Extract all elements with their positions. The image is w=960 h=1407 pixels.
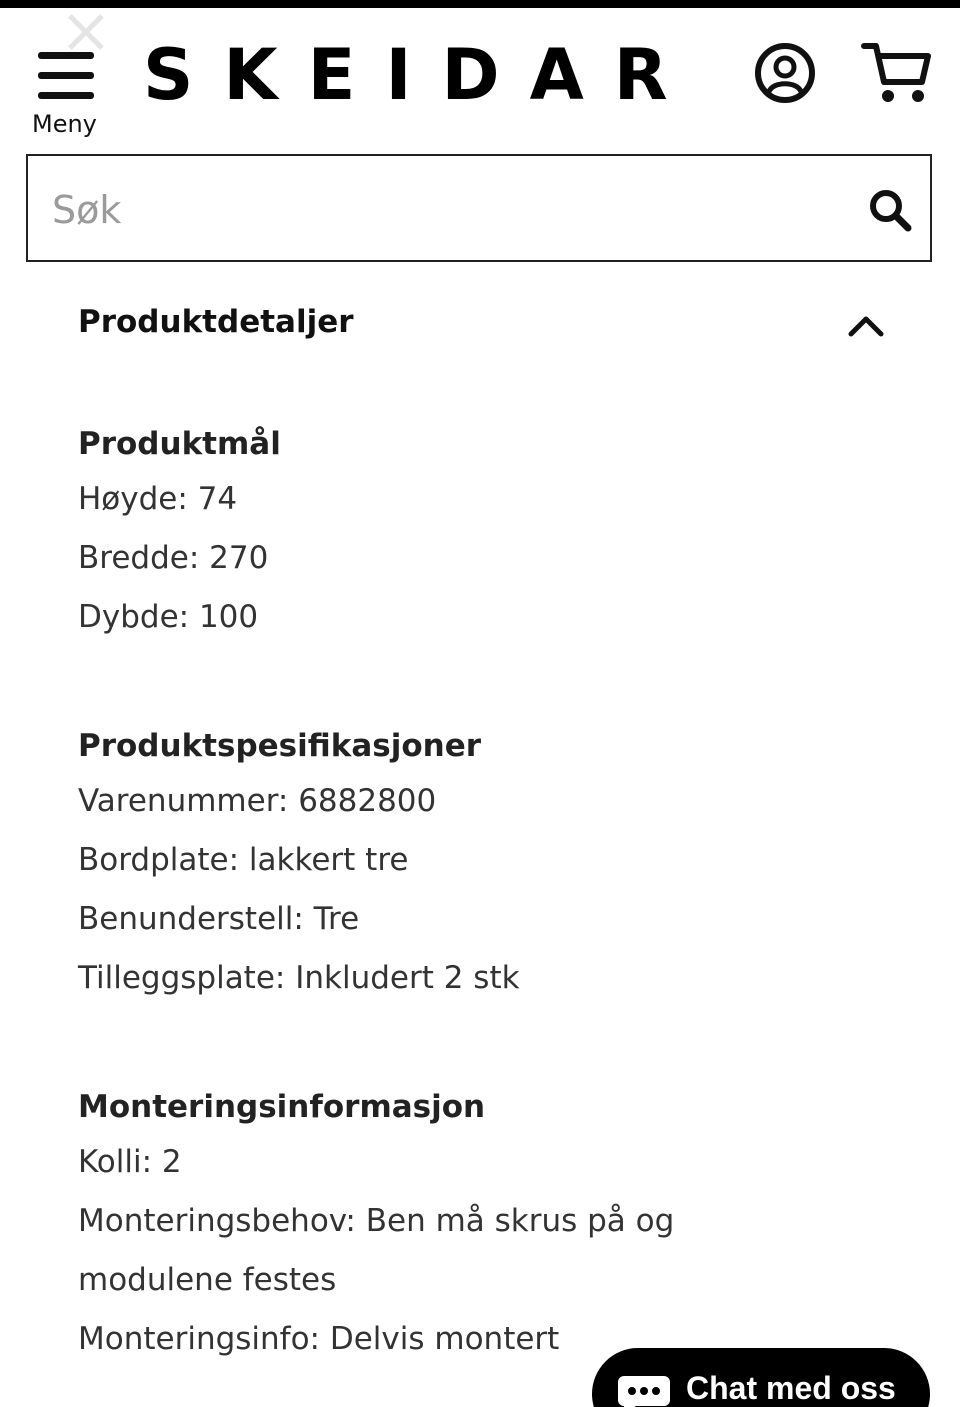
menu-button[interactable]: [28, 44, 104, 144]
chevron-up-icon[interactable]: [846, 310, 886, 340]
group-heading: Monteringsinformasjon: [78, 1089, 486, 1125]
section-title: Produktdetaljer: [78, 304, 354, 340]
spec-line: Dybde: 100: [78, 599, 259, 635]
spec-line: Varenummer: 6882800: [78, 783, 437, 819]
spec-line: Høyde: 74: [78, 481, 238, 517]
spec-line: modulene festes: [78, 1262, 337, 1298]
product-details-accordion-header[interactable]: [78, 300, 888, 356]
product-dimensions-group: [78, 418, 918, 647]
search-input[interactable]: [50, 176, 834, 244]
spec-line: Tilleggsplate: Inkludert 2 stk: [78, 960, 520, 996]
chat-label: Chat med oss: [686, 1370, 896, 1406]
cart-button[interactable]: [860, 40, 934, 106]
site-logo[interactable]: SKEIDAR: [143, 34, 698, 116]
group-heading: Produktspesifikasjoner: [78, 728, 482, 764]
top-bar: [0, 0, 960, 8]
assembly-information-group: [78, 1081, 918, 1369]
spec-line: Kolli: 2: [78, 1144, 182, 1180]
shopping-cart-icon: [860, 40, 934, 106]
hamburger-menu-icon: [38, 48, 94, 98]
search-icon: [866, 186, 914, 234]
account-button[interactable]: [752, 40, 818, 106]
spec-line: Bordplate: lakkert tre: [78, 842, 409, 878]
menu-label: Meny: [32, 110, 97, 138]
spec-line: Monteringsinfo: Delvis montert: [78, 1321, 560, 1357]
chat-bubble-icon: [616, 1372, 672, 1407]
group-heading: Produktmål: [78, 426, 281, 462]
spec-line: Monteringsbehov: Ben må skrus på og: [78, 1203, 675, 1239]
search-bar: [26, 154, 932, 262]
chat-button[interactable]: [592, 1348, 930, 1407]
user-account-icon: [752, 40, 818, 106]
product-specifications-group: [78, 720, 918, 1008]
search-button[interactable]: [866, 186, 914, 234]
spec-line: Benunderstell: Tre: [78, 901, 360, 937]
spec-line: Bredde: 270: [78, 540, 269, 576]
